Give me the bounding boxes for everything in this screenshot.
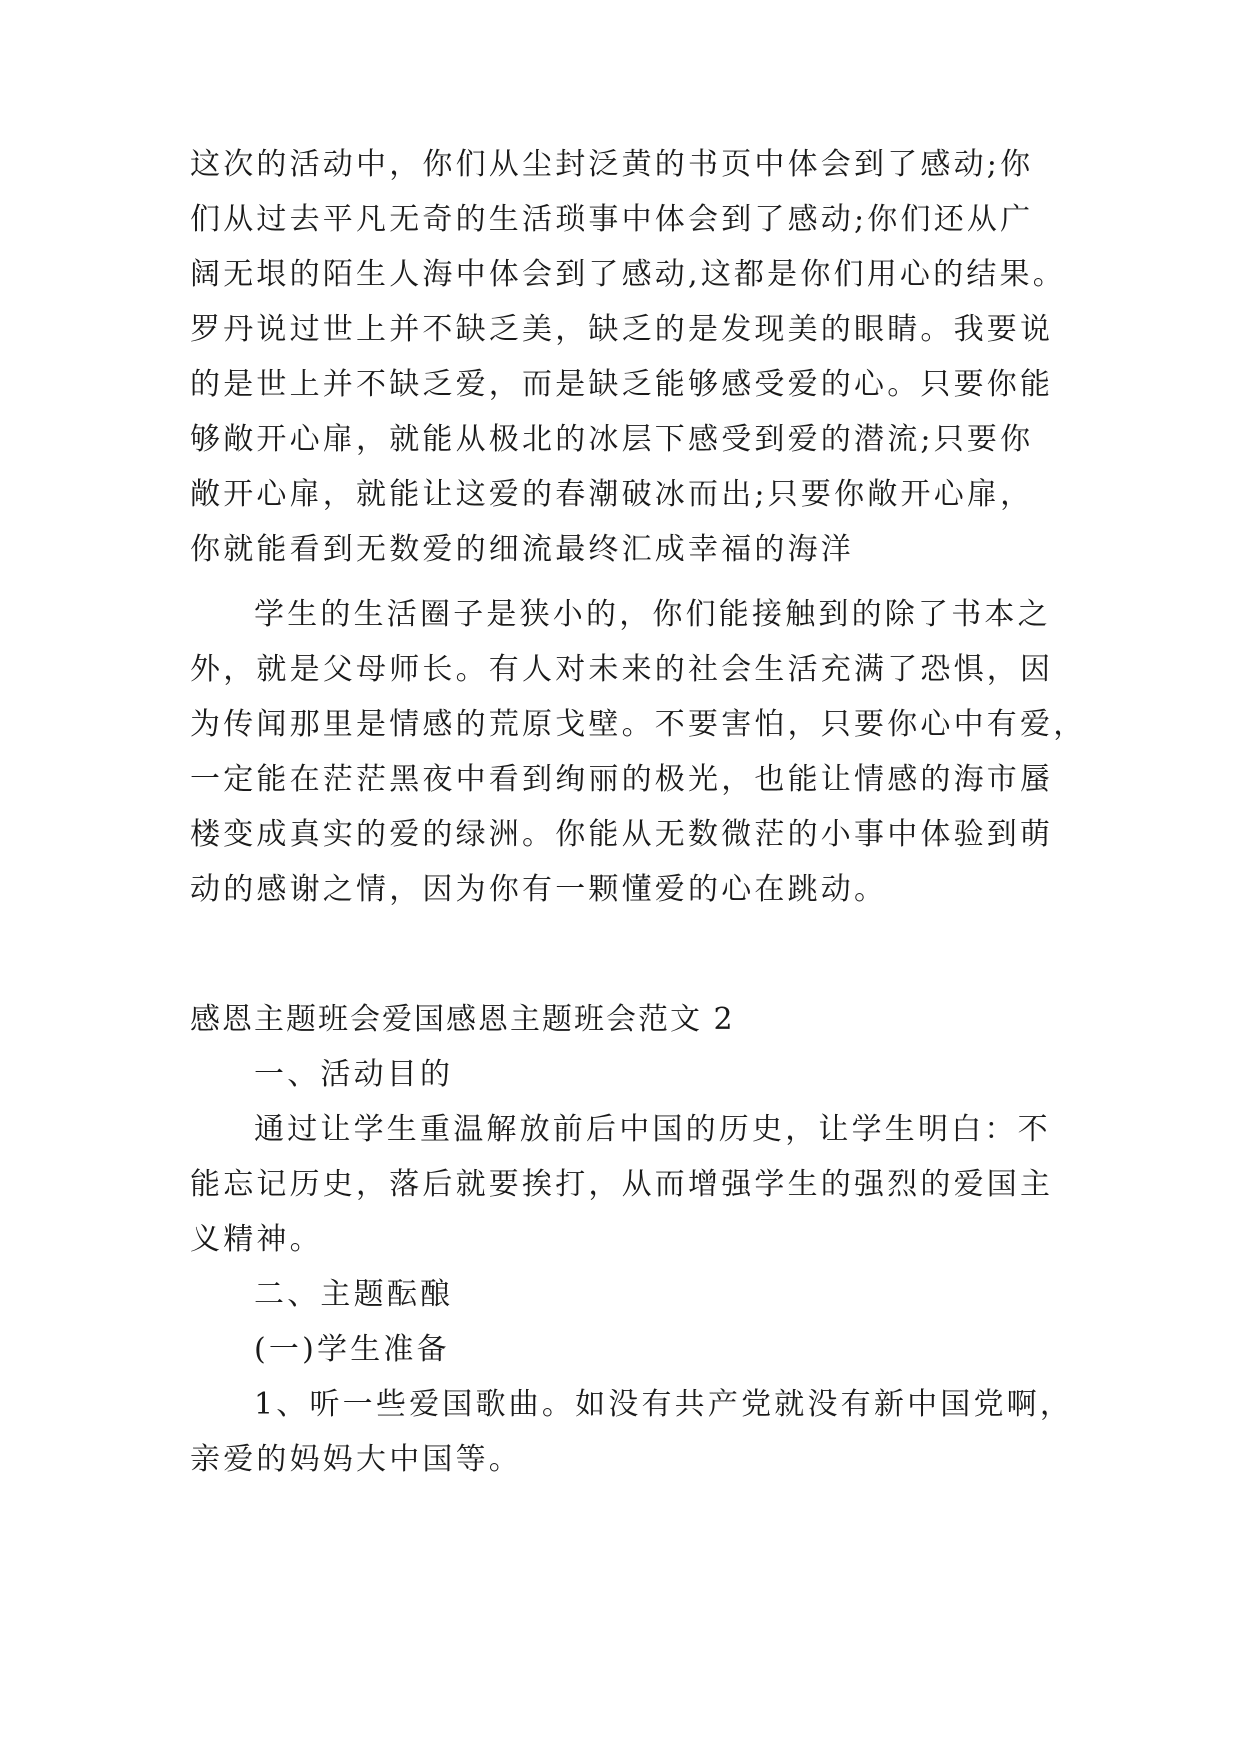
- paragraph-line: 们从过去平凡无奇的生活琐事中体会到了感动;你们还从广: [190, 202, 1034, 237]
- section-heading: 一、活动目的: [254, 1057, 454, 1092]
- section-title: 感恩主题班会爱国感恩主题班会范文 2: [190, 1002, 735, 1037]
- paragraph-line: 你就能看到无数爱的细流最终汇成幸福的海洋: [190, 532, 854, 567]
- paragraph-line: 这次的活动中，你们从尘封泛黄的书页中体会到了感动;你: [190, 147, 1034, 182]
- paragraph-line: 为传闻那里是情感的荒原戈壁。不要害怕，只要你心中有爱，: [190, 707, 1087, 742]
- paragraph-line: 通过让学生重温解放前后中国的历史，让学生明白：不: [254, 1112, 1051, 1147]
- paragraph-line: 外，就是父母师长。有人对未来的社会生活充满了恐惧，因: [190, 652, 1054, 687]
- paragraph-line: 一定能在茫茫黑夜中看到绚丽的极光，也能让情感的海市蜃: [190, 762, 1054, 797]
- paragraph-line: 的是世上并不缺乏爱，而是缺乏能够感受爱的心。只要你能: [190, 367, 1054, 402]
- paragraph-line: 敞开心扉，就能让这爱的春潮破冰而出;只要你敞开心扉，: [190, 477, 1034, 512]
- paragraph-line: 楼变成真实的爱的绿洲。你能从无数微茫的小事中体验到萌: [190, 817, 1054, 852]
- paragraph-line: 罗丹说过世上并不缺乏美，缺乏的是发现美的眼睛。我要说: [190, 312, 1054, 347]
- section-heading: 二、主题酝酿: [254, 1277, 454, 1312]
- list-item-line: 亲爱的妈妈大中国等。: [190, 1442, 522, 1477]
- list-item-line: 1、听一些爱国歌曲。如没有共产党就没有新中国党啊，: [254, 1387, 1074, 1422]
- subsection-heading: (一)学生准备: [254, 1332, 450, 1367]
- paragraph-line: 阔无垠的陌生人海中体会到了感动,这都是你们用心的结果。: [190, 257, 1066, 292]
- paragraph-line: 能忘记历史，落后就要挨打，从而增强学生的强烈的爱国主: [190, 1167, 1054, 1202]
- paragraph-line: 动的感谢之情，因为你有一颗懂爱的心在跳动。: [190, 872, 888, 907]
- paragraph-line: 学生的生活圈子是狭小的，你们能接触到的除了书本之: [254, 597, 1051, 632]
- paragraph-line: 义精神。: [190, 1222, 323, 1257]
- paragraph-line: 够敞开心扉，就能从极北的冰层下感受到爱的潜流;只要你: [190, 422, 1034, 457]
